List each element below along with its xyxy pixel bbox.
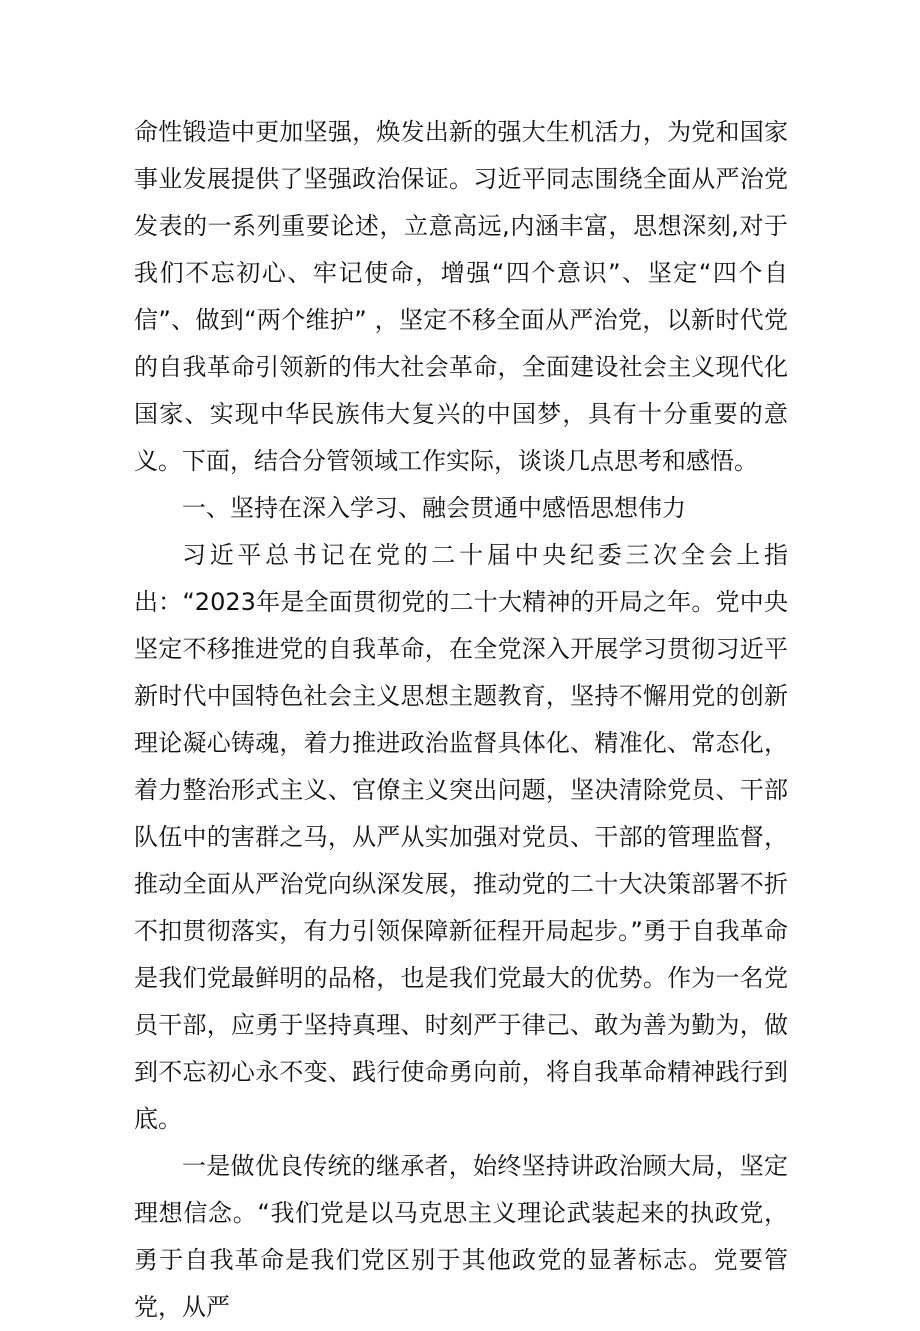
paragraph-point-1: 一是做优良传统的继承者，始终坚持讲政治顾大局，坚定理想信念。“我们党是以马克思主义理论武装起来的执政党，勇于自我革命是我们党区别于其他政党的显著标志。党要管党，从严 [134, 1152, 788, 1321]
paragraph-intro-continued: 命性锻造中更加坚强，焕发出新的强大生机活力，为党和国家事业发展提供了坚强政治保证。习近平同志围绕全面从严治党发表的一系列重要论述，立意高远,内涵丰富，思想深刻,对于我们不忘初心、牢记使命，增强“四个意识”、坚定“四个自信”、做到“两个维护” ，坚定不移全面从严治党，以新时代党的自我革命引领新的伟大社会革命，全面建设社会主义现代化国家、实现中华民族伟大复兴的中国梦，具有十分重要的意义。下面，结合分管领域工作实际，谈谈几点思考和感悟。 [134, 118, 788, 475]
document-body [134, 109, 788, 1331]
paragraph-quote: 习近平总书记在党的二十届中央纪委三次全会上指出：“2023年是全面贯彻党的二十大精神的开局之年。党中央坚定不移推进党的自我革命，在全党深入开展学习贯彻习近平新时代中国特色社会主义思想主题教育，坚持不懈用党的创新理论凝心铸魂，着力推进政治监督具体化、精准化、常态化，着力整治形式主义、官僚主义突出问题，坚决清除党员、干部队伍中的害群之马，从严从实加强对党员、干部的管理监督，推动全面从严治党向纵深发展，推动党的二十大决策部署不折不扣贯彻落实，有力引领保障新征程开局起步。”勇于自我革命是我们党最鲜明的品格，也是我们党最大的优势。作为一名党员干部，应勇于坚持真理、时刻严于律己、敢为善为勤为，做到不忘初心永不变、践行使命勇向前，将自我革命精神践行到底。 [134, 541, 788, 1133]
section-heading-1: 一、坚持在深入学习、融会贯通中感悟思想伟力 [182, 494, 686, 522]
